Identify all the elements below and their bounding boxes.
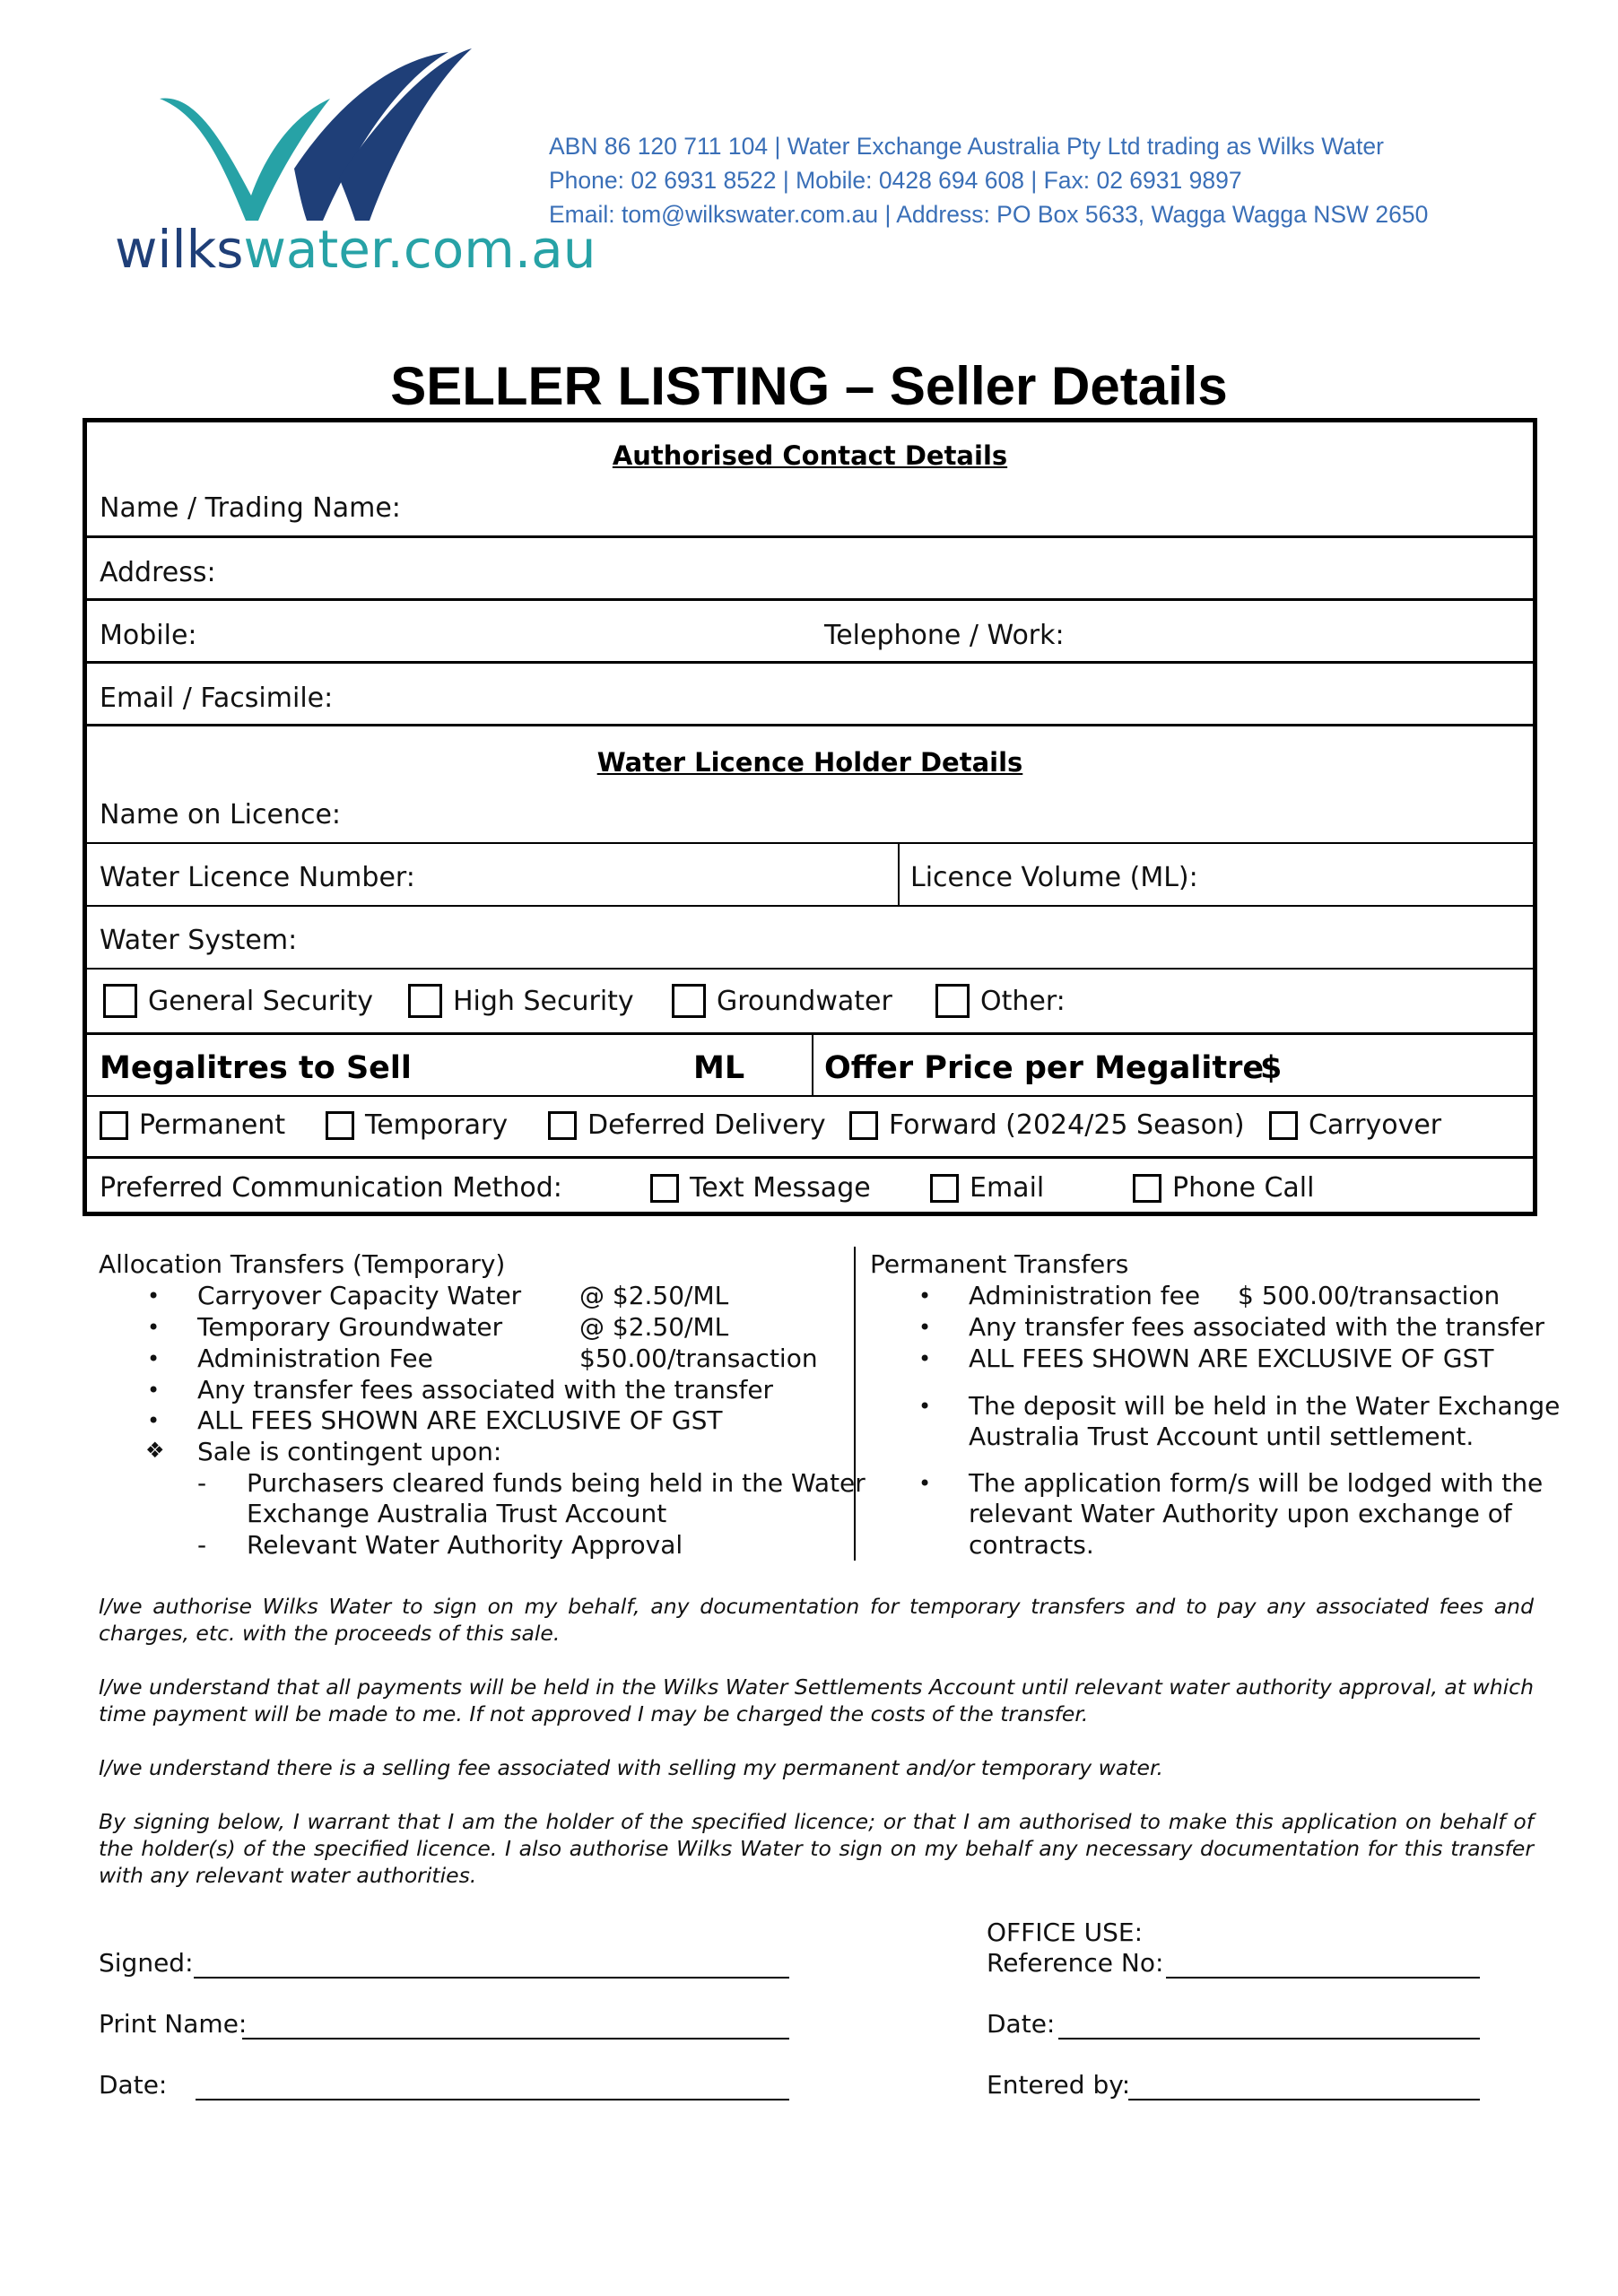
- address-field-label[interactable]: Address:: [100, 557, 216, 588]
- office-date-label: Date:: [987, 2009, 1056, 2039]
- entered-by-label: Entered by:: [987, 2070, 1131, 2100]
- declaration-paragraph: By signing below, I warrant that I am the holder of the specified licence; or that I am authorised to make this application on behalf of the holder(s) of the specified licence. I also authorise Wilks Water to sign on my behalf any necessary documentation for this transfer with any relevant water authorities.: [99, 1809, 1534, 1888]
- checkbox-box[interactable]: [849, 1111, 878, 1140]
- checkbox-box[interactable]: [935, 984, 970, 1018]
- signed-input-line[interactable]: [194, 1977, 789, 1979]
- company-details: [549, 129, 1428, 231]
- print-name-input-line[interactable]: [242, 2038, 789, 2039]
- checkbox-email[interactable]: Email: [930, 1172, 1044, 1204]
- contact-section-heading: Authorised Contact Details: [612, 440, 1008, 471]
- permanent-item: contracts.: [969, 1530, 1094, 1560]
- print-name-label: Print Name:: [99, 2009, 248, 2039]
- office-date-input-line[interactable]: [1058, 2038, 1480, 2039]
- fee-item-name: Carryover Capacity Water: [197, 1281, 522, 1310]
- licence-volume-field-label[interactable]: Licence Volume (ML):: [910, 862, 1198, 893]
- checkbox-box[interactable]: [408, 984, 442, 1018]
- logo-text-wilks: wilks: [115, 219, 244, 280]
- declaration-paragraph: I/we authorise Wilks Water to sign on my behalf, any documentation for temporary transfers and to pay any associated fees and charges, etc. with the proceeds of this sale.: [99, 1594, 1534, 1646]
- checkbox-phone-call[interactable]: Phone Call: [1133, 1172, 1314, 1204]
- permanent-item: ALL FEES SHOWN ARE EXCLUSIVE OF GST: [969, 1344, 1494, 1373]
- permanent-admin-fee-value: $ 500.00/transaction: [1238, 1281, 1501, 1310]
- logo-text-domain: water.com.au: [243, 219, 596, 280]
- ml-unit-label: ML: [693, 1050, 745, 1086]
- checkbox-high-security[interactable]: High Security: [408, 984, 634, 1018]
- contingent-item: Relevant Water Authority Approval: [247, 1530, 683, 1560]
- name-field-label[interactable]: Name / Trading Name:: [100, 492, 401, 524]
- reference-no-input-line[interactable]: [1166, 1977, 1480, 1979]
- licence-number-field-label[interactable]: Water Licence Number:: [100, 862, 415, 893]
- fee-item-name: Temporary Groundwater: [197, 1312, 503, 1342]
- checkbox-box[interactable]: [1133, 1174, 1161, 1203]
- seller-form: [83, 418, 1537, 1216]
- contingent-item: Exchange Australia Trust Account: [247, 1499, 667, 1528]
- checkbox-text-message[interactable]: Text Message: [650, 1172, 871, 1204]
- checkbox-box[interactable]: [930, 1174, 959, 1203]
- fee-item-value: @ $2.50/ML: [579, 1281, 729, 1310]
- permanent-item: relevant Water Authority upon exchange of: [969, 1499, 1512, 1528]
- fee-item-name: Administration Fee: [197, 1344, 433, 1373]
- checkbox-box[interactable]: [326, 1111, 354, 1140]
- declaration-paragraph: I/we understand that all payments will be held in the Wilks Water Settlements Account until relevant water authority approval, at which time payment will be made to me. If not approved I may be charged the costs of the transfer.: [99, 1674, 1534, 1726]
- checkbox-deferred-delivery[interactable]: Deferred Delivery: [548, 1109, 826, 1141]
- fees-divider: [854, 1247, 856, 1561]
- company-abn-line: ABN 86 120 711 104 | Water Exchange Australia Pty Ltd trading as Wilks Water: [549, 133, 1384, 160]
- checkbox-box[interactable]: [672, 984, 706, 1018]
- entered-by-input-line[interactable]: [1128, 2099, 1480, 2100]
- company-email-line: Email: tom@wilkswater.com.au | Address: PO Box 5633, Wagga Wagga NSW 2650: [549, 201, 1429, 228]
- checkbox-forward[interactable]: Forward (2024/25 Season): [849, 1109, 1245, 1141]
- contingent-label: Sale is contingent upon:: [197, 1437, 502, 1466]
- fee-item-value: $50.00/transaction: [579, 1344, 818, 1373]
- diamond-bullet-icon: ❖: [145, 1438, 165, 1463]
- permanent-item: Australia Trust Account until settlement.: [969, 1422, 1474, 1451]
- permanent-item: The deposit will be held in the Water Exchange: [969, 1391, 1561, 1421]
- signed-label: Signed:: [99, 1948, 194, 1978]
- checkbox-groundwater[interactable]: Groundwater: [672, 984, 892, 1018]
- offer-price-label[interactable]: Offer Price per Megalitre: [824, 1050, 1265, 1086]
- mobile-field-label[interactable]: Mobile:: [100, 620, 197, 651]
- office-use-label: OFFICE USE:: [987, 1918, 1144, 1947]
- checkbox-box[interactable]: [548, 1111, 577, 1140]
- checkbox-temporary[interactable]: Temporary: [326, 1109, 508, 1141]
- permanent-item: Any transfer fees associated with the transfer: [969, 1312, 1545, 1342]
- currency-symbol: $: [1260, 1050, 1283, 1086]
- page-title: SELLER LISTING – Seller Details: [390, 356, 1228, 416]
- declaration-paragraph: I/we understand there is a selling fee associated with selling my permanent and/or temporary water.: [99, 1755, 1163, 1780]
- fee-item-value: @ $2.50/ML: [579, 1312, 729, 1342]
- licence-name-field-label[interactable]: Name on Licence:: [100, 799, 342, 831]
- email-field-label[interactable]: Email / Facsimile:: [100, 683, 334, 714]
- checkbox-box[interactable]: [650, 1174, 679, 1203]
- contingent-item: Purchasers cleared funds being held in the Water: [247, 1468, 866, 1498]
- checkbox-box[interactable]: [103, 984, 137, 1018]
- date-input-line[interactable]: [196, 2099, 789, 2100]
- checkbox-permanent[interactable]: Permanent: [100, 1109, 285, 1141]
- wave-logo-icon: [115, 43, 527, 222]
- licence-section-heading: Water Licence Holder Details: [596, 747, 1023, 778]
- permanent-item: The application form/s will be lodged with the: [969, 1468, 1544, 1498]
- date-label: Date:: [99, 2070, 168, 2100]
- company-logo: [115, 43, 596, 285]
- water-system-label: Water System:: [100, 925, 298, 956]
- allocation-heading: Allocation Transfers (Temporary): [99, 1249, 506, 1279]
- checkbox-carryover[interactable]: Carryover: [1269, 1109, 1441, 1141]
- communication-method-label: Preferred Communication Method:: [100, 1172, 562, 1204]
- company-phone-line: Phone: 02 6931 8522 | Mobile: 0428 694 608 | Fax: 02 6931 9897: [549, 167, 1242, 194]
- checkbox-general-security[interactable]: General Security: [103, 984, 373, 1018]
- permanent-item: Administration fee: [969, 1281, 1201, 1310]
- reference-no-label: Reference No:: [987, 1948, 1164, 1978]
- megalitres-to-sell-label[interactable]: Megalitres to Sell: [100, 1050, 412, 1086]
- permanent-heading: Permanent Transfers: [870, 1249, 1129, 1279]
- checkbox-box[interactable]: [1269, 1111, 1298, 1140]
- fee-item-name: Any transfer fees associated with the transfer: [197, 1375, 774, 1405]
- checkbox-box[interactable]: [100, 1111, 128, 1140]
- checkbox-other[interactable]: Other:: [935, 984, 1066, 1018]
- telephone-field-label[interactable]: Telephone / Work:: [824, 620, 1065, 651]
- fee-item-name: ALL FEES SHOWN ARE EXCLUSIVE OF GST: [197, 1405, 723, 1435]
